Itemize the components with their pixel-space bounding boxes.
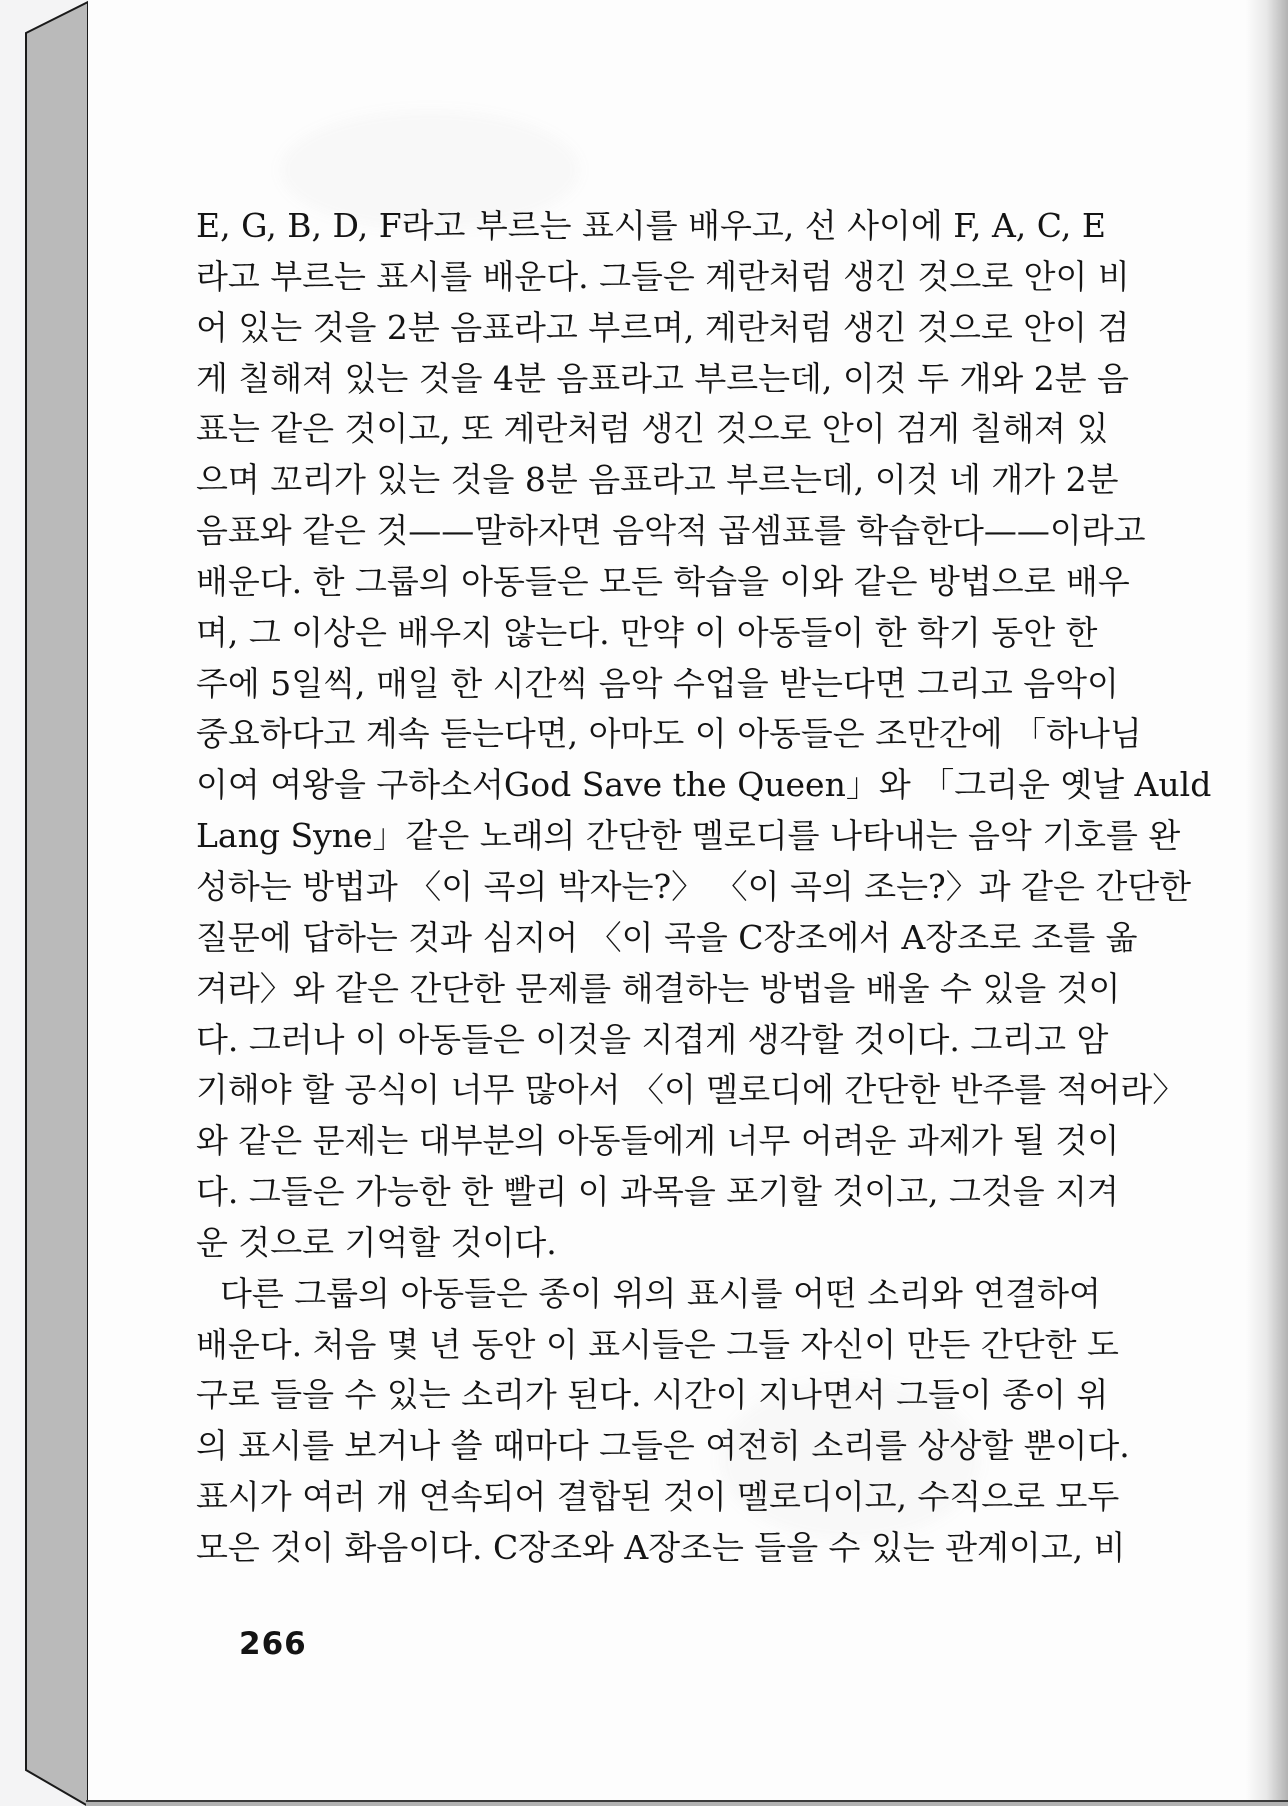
text-line: 음표와 같은 것——말하자면 음악적 곱셈표를 학습한다——이라고 [196, 511, 1146, 551]
text-line: 중요하다고 계속 듣는다면, 아마도 이 아동들은 조만간에 「하나님 [196, 714, 1142, 754]
text-block [196, 201, 1212, 1574]
text-line: 며, 그 이상은 배우지 않는다. 만약 이 아동들이 한 학기 동안 한 [196, 612, 1098, 652]
text-line: 라고 부르는 표시를 배운다. 그들은 계란처럼 생긴 것으로 안이 비 [196, 256, 1130, 296]
text-line: 어 있는 것을 2분 음표라고 부르며, 계란처럼 생긴 것으로 안이 검 [196, 307, 1130, 347]
text-line: 겨라〉와 같은 간단한 문제를 해결하는 방법을 배울 수 있을 것이 [196, 968, 1121, 1008]
text-line: 주에 5일씩, 매일 한 시간씩 음악 수업을 받는다면 그리고 음악이 [196, 663, 1119, 703]
text-line: 다. 그러나 이 아동들은 이것을 지겹게 생각할 것이다. 그리고 암 [196, 1019, 1109, 1059]
text-line: 표시가 여러 개 연속되어 결합된 것이 멜로디이고, 수직으로 모두 [196, 1477, 1120, 1517]
text-line: 배운다. 처음 몇 년 동안 이 표시들은 그들 자신이 만든 간단한 도 [196, 1324, 1119, 1364]
text-line: 이여 여왕을 구하소서God Save the Queen」와 「그리운 옛날 Auld [196, 765, 1212, 805]
text-line: 배운다. 한 그룹의 아동들은 모든 학습을 이와 같은 방법으로 배우 [196, 561, 1130, 601]
text-line: 와 같은 문제는 대부분의 아동들에게 너무 어려운 과제가 될 것이 [196, 1121, 1120, 1161]
page-number: 266 [239, 1626, 307, 1662]
text-line: 표는 같은 것이고, 또 계란처럼 생긴 것으로 안이 검게 칠해져 있 [196, 409, 1109, 449]
book-side-panel [26, 2, 88, 1806]
book-side-edge [0, 0, 100, 1806]
text-line: 질문에 답하는 것과 심지어 〈이 곡을 C장조에서 A장조로 조를 옮 [196, 917, 1138, 957]
text-line: 으며 꼬리가 있는 것을 8분 음표라고 부르는데, 이것 네 개가 2분 [196, 460, 1119, 500]
text-line: Lang Syne」같은 노래의 간단한 멜로디를 나타내는 음악 기호를 완 [196, 816, 1181, 856]
text-line: 다. 그들은 가능한 한 빨리 이 과목을 포기할 것이고, 그것을 지겨 [196, 1172, 1119, 1212]
text-line: 다른 그룹의 아동들은 종이 위의 표시를 어떤 소리와 연결하여 [220, 1273, 1101, 1313]
page-bottom-shadow [86, 1802, 1288, 1806]
text-line: 성하는 방법과 〈이 곡의 박자는?〉 〈이 곡의 조는?〉과 같은 간단한 [196, 866, 1191, 906]
text-line: E, G, B, D, F라고 부르는 표시를 배우고, 선 사이에 F, A, C, E [196, 206, 1106, 245]
text-line: 게 칠해져 있는 것을 4분 음표라고 부르는데, 이것 두 개와 2분 음 [196, 358, 1129, 398]
text-line: 기해야 할 공식이 너무 많아서 〈이 멜로디에 간단한 반주를 적어라〉 [196, 1070, 1186, 1110]
text-line: 구로 들을 수 있는 소리가 된다. 시간이 지나면서 그들이 종이 위 [196, 1375, 1109, 1415]
text-line: 운 것으로 기억할 것이다. [196, 1222, 557, 1262]
text-line: 모은 것이 화음이다. C장조와 A장조는 들을 수 있는 관계이고, 비 [196, 1527, 1126, 1567]
text-line: 의 표시를 보거나 쓸 때마다 그들은 여전히 소리를 상상할 뿐이다. [196, 1426, 1130, 1466]
